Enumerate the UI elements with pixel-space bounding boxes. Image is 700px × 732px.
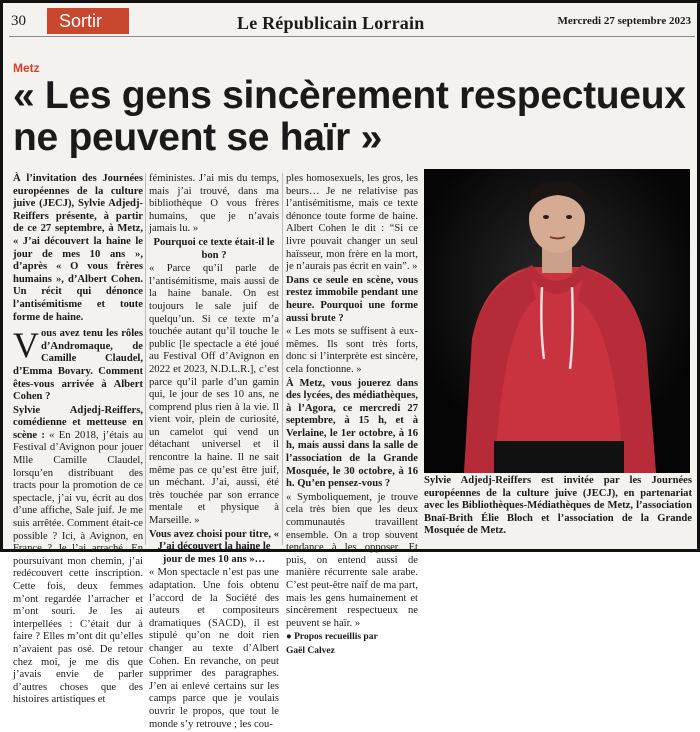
drop-cap: V <box>13 325 39 366</box>
article-kicker: Metz <box>13 61 40 75</box>
answer-text: « En 2018, j’étais au Festival d’Avignon pour jouer Mlle Camille Claudel, lorsqu’en distribuant des tracts pour la promotion de ce spectacle, j’ai vu, écrit au dos d’une affiche, Sale juif. Je me suis arrêtée. Comment était-ce possible ? Ici, à Avignon, en France ? Je l’ai arraché. En poursuivant mon chemin, j’ai redécouvert cette inscription. Cette fois, deux femmes m’ont regardée l’arracher et m’ont souri. Je les ai interpellées : C’était dur à faire ? Elles m’ont dit qu’elles n’avaient pas osé. De retour chez moi, je me dis que j’avais envie de parler d’autres choses que des histoires artistiques et <box>13 429 143 706</box>
section-label: Sortir <box>47 8 129 34</box>
page-number: 30 <box>11 13 26 29</box>
question-text: Vous avez choisi pour titre, « J’ai découvert la haine le jour de mes 10 ans »… <box>149 528 279 565</box>
first-question <box>13 325 143 404</box>
question-text: À Metz, vous jouerez dans des lycées, des médiathèques, à l’Agora, ce mercredi 27 septembre, à 15 h, et à Verlaine, le 1er octobre, à 16 h, mais aussi dans la salle de l’association de la Grande Mosquée, le 30 octobre, à 16 h. Qu’en pensez-vous ? <box>286 377 418 490</box>
question-text: ous avez tenu les rôles d’Andromaque, de Camille Claudel, d’Emma Bovary. Comment êtes-vous arrivée à Albert Cohen ? <box>13 328 143 403</box>
column-divider <box>282 173 283 545</box>
column-2 <box>149 173 279 732</box>
column-3 <box>286 173 418 659</box>
answer-text: « Parce qu’il parle de l’antisémitisme, mais aussi de la haine banale. On est toujours le sale juif de quelqu’un. Si ce texte m’a touchée autant qu’il touche le public [le spectacle a été joué au Festival Off d’Avignon en 2022 et 2023, N.D.L.R.], c’est parce qu’il parle d’un gamin qui, le jour de ses 10 ans, ne comprend plus rien à la vie. Il vient voir, plein de curiosité, un camelot qui vend un détachant universel et il rencontre la haine. Il ne sait même pas ce qu’est être juif, un méchant. J’ai, aussi, été très touchée par son errance mentale et physique à Marseille. » <box>149 263 279 527</box>
column-1 <box>13 173 143 708</box>
answer-text: ples homosexuels, les gros, les beurs… Je ne relativise pas l’antisémitisme, mais ce texte dénonce toute forme de haine. Albert Cohen le dit : “Si ce livre pouvait changer un seul haïsseur, mon frère en la mort, je n’aurais pas écrit en vain”. » <box>286 173 418 273</box>
article-intro: À l’invitation des Journées européennes de la culture juive (JECJ), Sylvie Adjedj-Reiffers présente, à partir de ce 27 septembre, à Metz, « J’ai découvert la haine le jour de mes 10 ans », d’après « O vous frères humains », d’Albert Cohen. Un récit qui dénonce l’antisémitisme et toute forme de haine. <box>13 173 143 323</box>
column-divider <box>145 173 146 545</box>
interviewee-name: Sylvie Adjedj-Reiffers, comédienne et metteuse en scène : <box>13 404 143 441</box>
byline-label: ● Propos recueillis par <box>286 632 378 643</box>
newspaper-title: Le Républicain Lorrain <box>237 13 425 33</box>
question-text: Pourquoi ce texte était-il le bon ? <box>153 236 275 261</box>
answer-text: « Les mots se suffisent à eux-mêmes. Ils sont très forts, donc si l’interprète est sincère, cela fonctionne. » <box>286 326 418 375</box>
portrait-photo <box>424 169 690 473</box>
first-answer <box>13 405 143 707</box>
byline-author: Gaël Calvez <box>286 645 335 656</box>
article-headline: « Les gens sincèrement respectueux ne peuvent se haïr » <box>13 74 686 159</box>
portrait-illustration <box>424 169 690 473</box>
issue-date: Mercredi 27 septembre 2023 <box>557 15 691 27</box>
masthead <box>9 7 695 37</box>
question-text: Dans ce seule en scène, vous restez immobile pendant une heure. Pourquoi une forme aussi brute ? <box>286 274 418 324</box>
photo-caption: Sylvie Adjedj-Reiffers est invitée par les Journées européennes de la culture juive (JECJ), en partenariat avec les Bibliothèques-Médiathèques de Metz, l’association Bnaï-Brith Élie Bloch et l’association de la Grande Mosquée de Metz. <box>424 475 692 537</box>
answer-text: « Symboliquement, je trouve cela très bien que les deux communautés travaillent ensemble. On a trop souvent tendance à les opposer. Et puis, on entend aussi de manière récurrente sale arabe. C’est peut-être naïf de ma part, mais les gens humainement et sincèrement respectueux ne peuvent se haïr. » <box>286 491 418 629</box>
answer-text: féministes. J’ai mis du temps, mais j’ai trouvé, dans ma bibliothèque O vous frères humains, que je n’avais jamais lu. » <box>149 173 279 235</box>
answer-text: « Mon spectacle n’est pas une adaptation. Une fois obtenu l’accord de la Société des auteurs et compositeurs dramatiques (SACD), il est stipulé qu’on ne doit rien changer au texte d’Albert Cohen. En revanche, on peut supprimer des paragraphes. J’en ai enlevé certains sur les camps parce que je voulais ouvrir le propos, que tout le monde s’y retrouve ; les cou- <box>149 567 279 730</box>
